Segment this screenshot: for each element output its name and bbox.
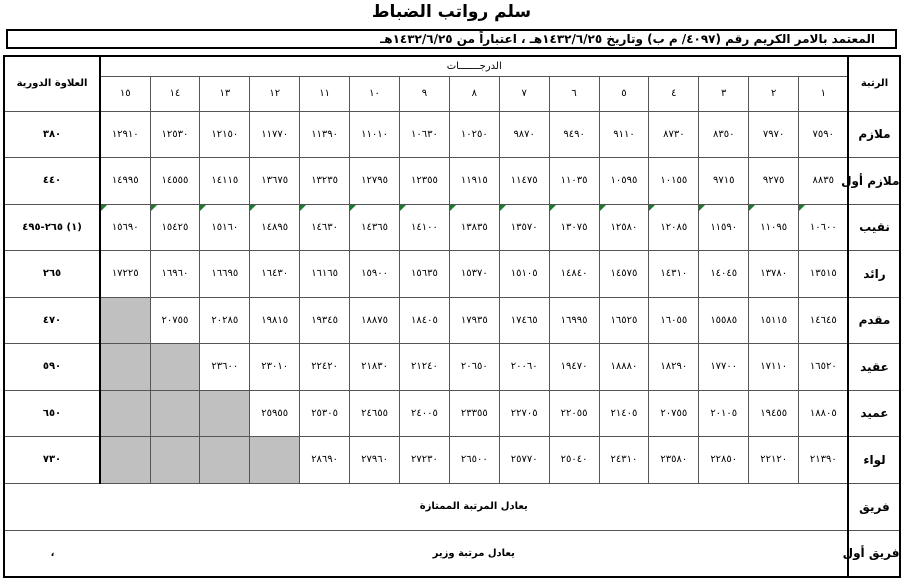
allowance-cell: ٤٧٠ [4,297,100,344]
salary-cell: ٩٨٧٠ [499,111,549,158]
salary-cell: ٢١٣٩٠ [799,437,849,484]
allowance-cell: ٢٦٥ [4,251,100,298]
equivalence-text: يعادل مرتبة وزير [100,530,848,577]
salary-cell: ١٨٢٩٠ [649,344,699,391]
grade-number-header: ١١ [300,76,350,111]
salary-cell: ١٨٤٠٥ [399,297,449,344]
rank-label: فريق أول [848,530,900,577]
empty-grade-cell [100,437,150,484]
salary-cell: ٢٠٧٥٥ [150,297,200,344]
salary-cell: ٧٥٩٠ [799,111,849,158]
decree-subtitle: المعتمد بالامر الكريم رقم (٤٠٩٧/ م ب) وتاريخ ١٤٣٢/٦/٢٥هـ ، اعتباراً من ١٤٣٢/٦/٢٥هـ [6,29,897,49]
salary-cell: ٢٠٠٦٠ [499,344,549,391]
grade-number-header: ١٠ [350,76,400,111]
salary-cell: ١٧٤٦٥ [499,297,549,344]
salary-cell: ١٥١٠٥ [499,251,549,298]
salary-cell: ٧٩٧٠ [749,111,799,158]
allowance-cell: ٣٨٠ [4,111,100,158]
empty-grade-cell [150,437,200,484]
salary-table [3,55,901,578]
salary-row [4,297,900,344]
allowance-cell [4,483,100,530]
salary-cell: ١٦٥٢٠ [799,344,849,391]
salary-cell: ٩٧١٥ [699,158,749,205]
salary-cell: ٢٥٣٠٥ [300,390,350,437]
page-title: سلم رواتب الضباط [371,2,532,22]
special-rank-row [4,483,900,530]
salary-cell: ١٤١١٥ [200,158,250,205]
salary-cell: ١١٠١٠ [350,111,400,158]
salary-cell: ١٢٩١٠ [100,111,150,158]
grade-number-header: ٢ [749,76,799,111]
salary-cell: ١٦٩٩٥ [549,297,599,344]
empty-grade-cell [100,344,150,391]
salary-cell: ١٤٣٦٥ [350,204,400,251]
salary-cell: ١٤١٠٠ [399,204,449,251]
grade-number-header: ١٢ [250,76,300,111]
empty-grade-cell [100,390,150,437]
salary-cell: ١٩٣٤٥ [300,297,350,344]
salary-cell: ٢٣٣٥٥ [449,390,499,437]
allowance-cell: ، [4,530,100,577]
salary-cell: ٢٠٦٥٠ [449,344,499,391]
salary-cell: ١٦٩٦٠ [150,251,200,298]
grade-number-header: ١٣ [200,76,250,111]
salary-cell: ١٠٥٩٥ [599,158,649,205]
salary-cell: ٢٢٠٥٥ [549,390,599,437]
salary-cell: ١٥٤٢٥ [150,204,200,251]
salary-cell: ٢٧٢٣٠ [399,437,449,484]
salary-cell: ١٠٢٥٠ [449,111,499,158]
salary-row [4,344,900,391]
grade-number-header: ٤ [649,76,699,111]
empty-grade-cell [200,390,250,437]
salary-cell: ١٥٥٨٥ [699,297,749,344]
salary-cell: ١٦٦٩٥ [200,251,250,298]
salary-row [4,437,900,484]
salary-cell: ٩١١٠ [599,111,649,158]
salary-cell: ٢١٢٤٠ [399,344,449,391]
salary-cell: ٢٥٩٥٥ [250,390,300,437]
salary-row [4,158,900,205]
salary-cell: ١١٧٧٠ [250,111,300,158]
salary-cell: ١٣٨٣٥ [449,204,499,251]
salary-cell: ١٤٥٥٥ [150,158,200,205]
salary-cell: ٢٣٠١٠ [250,344,300,391]
grade-number-header: ١٥ [100,76,150,111]
salary-cell: ١٥١٦٠ [200,204,250,251]
salary-cell: ٢٢٨٥٠ [699,437,749,484]
grade-number-header: ١ [799,76,849,111]
salary-cell: ١١٥٩٠ [699,204,749,251]
rank-label: عقيد [848,344,900,391]
salary-cell: ١٢٠٨٥ [649,204,699,251]
salary-cell: ٢٠١٠٥ [699,390,749,437]
salary-cell: ١٧٢٢٥ [100,251,150,298]
salary-cell: ٢٠٢٨٥ [200,297,250,344]
salary-cell: ٩٤٩٠ [549,111,599,158]
grade-number-header: ١٤ [150,76,200,111]
salary-cell: ١١٤٧٥ [499,158,549,205]
salary-cell: ١٠١٥٥ [649,158,699,205]
salary-row [4,204,900,251]
salary-cell: ١١٩١٥ [449,158,499,205]
equivalence-text: يعادل المرتبة الممتازة [100,483,848,530]
empty-grade-cell [150,344,200,391]
salary-cell: ١١٠٣٥ [549,158,599,205]
salary-cell: ٢٣٦٠٠ [200,344,250,391]
rank-label: لواء [848,437,900,484]
rank-label: نقيب [848,204,900,251]
salary-cell: ١٥٦٩٠ [100,204,150,251]
salary-cell: ١٣٥٧٠ [499,204,549,251]
salary-cell: ١٣٢٣٥ [300,158,350,205]
special-rank-row [4,530,900,577]
empty-grade-cell [150,390,200,437]
grade-number-header: ٦ [549,76,599,111]
grade-number-header: ٣ [699,76,749,111]
salary-cell: ٨٣٥٠ [699,111,749,158]
salary-cell: ١١٠٩٥ [749,204,799,251]
salary-cell: ١٤٨٤٠ [549,251,599,298]
salary-cell: ١٣٧٨٠ [749,251,799,298]
rank-label: رائد [848,251,900,298]
salary-cell: ١٤٨٩٥ [250,204,300,251]
salary-cell: ١٥٣٧٠ [449,251,499,298]
salary-cell: ١٤٠٤٥ [699,251,749,298]
salary-cell: ١٩٨١٥ [250,297,300,344]
salary-cell: ١٨٨٨٠ [599,344,649,391]
salary-cell: ١٠٦٠٠ [799,204,849,251]
salary-cell: ١٧١١٠ [749,344,799,391]
salary-cell: ١٧٩٣٥ [449,297,499,344]
salary-cell: ٢٢١٢٠ [749,437,799,484]
salary-cell: ١٤٦٣٠ [300,204,350,251]
rank-label: ملازم [848,111,900,158]
empty-grade-cell [100,297,150,344]
salary-cell: ١٢٣٥٥ [399,158,449,205]
grade-number-header: ٥ [599,76,649,111]
salary-cell: ١٢٧٩٥ [350,158,400,205]
salary-cell: ٢٣٥٨٠ [649,437,699,484]
salary-cell: ٨٨٣٥ [799,158,849,205]
salary-cell: ٢٠٧٥٥ [649,390,699,437]
salary-cell: ٢٢٧٠٥ [499,390,549,437]
salary-row [4,111,900,158]
rank-header: الرتبة [848,56,900,111]
grades-header: الدرجـــــــات [100,56,848,76]
salary-cell: ٢٤٦٥٥ [350,390,400,437]
salary-row [4,251,900,298]
salary-cell: ١٢١٥٠ [200,111,250,158]
grade-number-header: ٩ [399,76,449,111]
rank-label: ملازم أول [848,158,900,205]
salary-cell: ٢١٤٠٥ [599,390,649,437]
salary-cell: ١٠٦٣٠ [399,111,449,158]
salary-cell: ١٥٩٠٠ [350,251,400,298]
salary-cell: ٢٢٤٢٠ [300,344,350,391]
salary-cell: ١٦١٦٥ [300,251,350,298]
salary-cell: ٢٤٠٠٥ [399,390,449,437]
salary-cell: ١٤٥٧٥ [599,251,649,298]
rank-label: مقدم [848,297,900,344]
salary-cell: ٢٦٥٠٠ [449,437,499,484]
allowance-cell: ٧٣٠ [4,437,100,484]
salary-row [4,390,900,437]
salary-cell: ١٤٣١٠ [649,251,699,298]
allowance-cell: ٤٤٠ [4,158,100,205]
rank-label: عميد [848,390,900,437]
salary-cell: ١١٣٩٠ [300,111,350,158]
grade-number-header: ٨ [449,76,499,111]
salary-cell: ١٩٤٥٥ [749,390,799,437]
salary-cell: ١٦٠٥٥ [649,297,699,344]
salary-cell: ١٤٩٩٥ [100,158,150,205]
salary-cell: ٨٧٣٠ [649,111,699,158]
allowance-header: العلاوة الدورية [4,56,100,111]
salary-cell: ١٨٨٧٥ [350,297,400,344]
salary-cell: ٢٨٦٩٠ [300,437,350,484]
salary-cell: ١٨٨٠٥ [799,390,849,437]
grade-number-header: ٧ [499,76,549,111]
salary-cell: ١٧٧٠٠ [699,344,749,391]
salary-cell: ١٣٠٧٥ [549,204,599,251]
salary-cell: ١٤٦٤٥ [799,297,849,344]
salary-cell: ١٣٥١٥ [799,251,849,298]
allowance-cell: ٦٥٠ [4,390,100,437]
salary-cell: ٩٢٧٥ [749,158,799,205]
salary-cell: ٢٧٩٦٠ [350,437,400,484]
salary-cell: ١٩٤٧٠ [549,344,599,391]
salary-cell: ١٥١١٥ [749,297,799,344]
empty-grade-cell [200,437,250,484]
allowance-cell: ٥٩٠ [4,344,100,391]
salary-cell: ١٢٥٣٠ [150,111,200,158]
salary-cell: ١٢٥٨٠ [599,204,649,251]
salary-cell: ٢٥٠٤٠ [549,437,599,484]
salary-cell: ١٦٥٢٥ [599,297,649,344]
allowance-cell: (١) ٢٦٥-٤٩٥ [4,204,100,251]
empty-grade-cell [250,437,300,484]
rank-label: فريق [848,483,900,530]
salary-cell: ٢١٨٣٠ [350,344,400,391]
salary-cell: ١٣٦٧٥ [250,158,300,205]
salary-cell: ٢٤٣١٠ [599,437,649,484]
salary-cell: ١٦٤٣٠ [250,251,300,298]
salary-cell: ٢٥٧٧٠ [499,437,549,484]
salary-cell: ١٥٦٣٥ [399,251,449,298]
